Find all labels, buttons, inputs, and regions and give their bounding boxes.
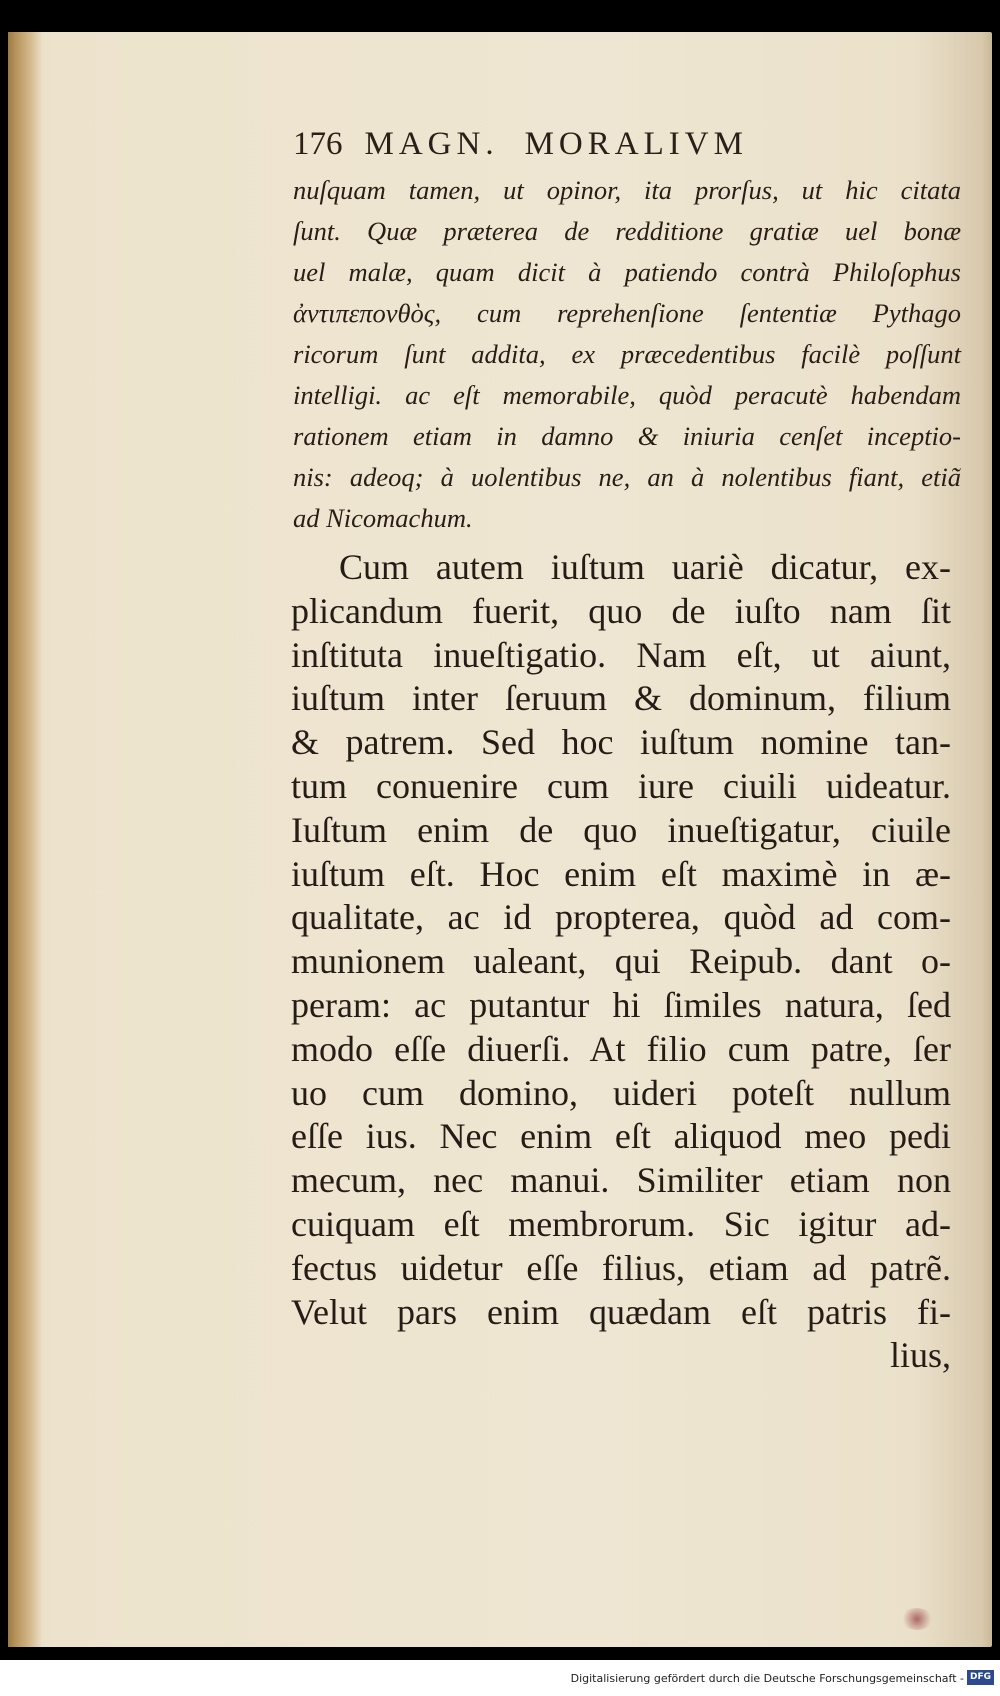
text-line: iuſtum inter ſeruum & dominum, filium: [291, 678, 951, 719]
header-title-part-2: MORALIVM: [524, 126, 748, 162]
commentary-line: rationem etiam in damno & iniuria cenſet inceptio-: [293, 421, 961, 451]
commentary-line: ricorum ſunt addita, ex præcedentibus facilè poſſunt: [293, 339, 961, 369]
ink-stain: [900, 1608, 934, 1630]
dfg-logo: DFG: [967, 1670, 994, 1685]
commentary-line: intelligi. ac eſt memorabile, quòd peracutè habendam: [293, 380, 961, 410]
text-line: Iuſtum enim de quo inueſtigatur, ciuile: [291, 809, 951, 850]
text-line: lius,: [889, 1335, 951, 1376]
text-line: inſtituta inueſtigatio. Nam eſt, ut aiunt,: [291, 634, 951, 675]
text-line: mecum, nec manui. Similiter etiam non: [291, 1160, 951, 1201]
text-line: munionem ualeant, qui Reipub. dant o-: [291, 941, 951, 982]
commentary-line: nis: adeoq; à uolentibus ne, an à nolentibus fiant, etiã: [293, 462, 961, 492]
page-number: 176: [293, 126, 343, 162]
italic-commentary-block: [293, 170, 961, 539]
text-line: qualitate, ac id propterea, quòd ad com-: [291, 897, 951, 938]
commentary-line: ad Nicomachum.: [293, 503, 473, 533]
commentary-line: uel malæ, quam dicit à patiendo contrà Philoſophus: [293, 257, 961, 287]
text-line: iuſtum eſt. Hoc enim eſt maximè in æ-: [291, 853, 951, 894]
text-line: plicandum fuerit, quo de iuſto nam ſit: [291, 590, 951, 631]
page-gutter-edge: [8, 32, 42, 1647]
text-line: modo eſſe diuerſi. At filio cum patre, ſer: [291, 1028, 951, 1069]
text-line: Velut pars enim quædam eſt patris fi-: [291, 1291, 951, 1332]
text-line: & patrem. Sed hoc iuſtum nomine tan-: [291, 722, 951, 763]
commentary-line: nuſquam tamen, ut opinor, ita prorſus, ut hic citata: [293, 175, 961, 205]
text-line: peram: ac putantur hi ſimiles natura, ſed: [291, 984, 951, 1025]
text-line: eſſe ius. Nec enim eſt aliquod meo pedi: [291, 1116, 951, 1157]
funding-credit: Digitalisierung gefördert durch die Deutsche Forschungsgemeinschaft -: [570, 1672, 964, 1685]
main-text-block: [291, 546, 951, 1378]
text-line: cuiquam eſt membrorum. Sic igitur ad-: [291, 1203, 951, 1244]
commentary-line: ſunt. Quæ præterea de redditione gratiæ uel bonæ: [293, 216, 961, 246]
digitization-footer: [0, 1660, 1000, 1696]
text-line: uo cum domino, uideri poteſt nullum: [291, 1072, 951, 1113]
running-header: [293, 126, 933, 166]
text-line: tum conuenire cum iure ciuili uideatur.: [291, 765, 951, 806]
commentary-line: ἀντιπεπονθὸς, cum reprehenſione ſententiæ Pythago: [293, 298, 961, 328]
header-title-part-1: MAGN.: [364, 126, 499, 162]
text-line: fectus uidetur eſſe filius, etiam ad patrẽ.: [291, 1247, 951, 1288]
text-line: Cum autem iuſtum uariè dicatur, ex-: [339, 547, 951, 587]
